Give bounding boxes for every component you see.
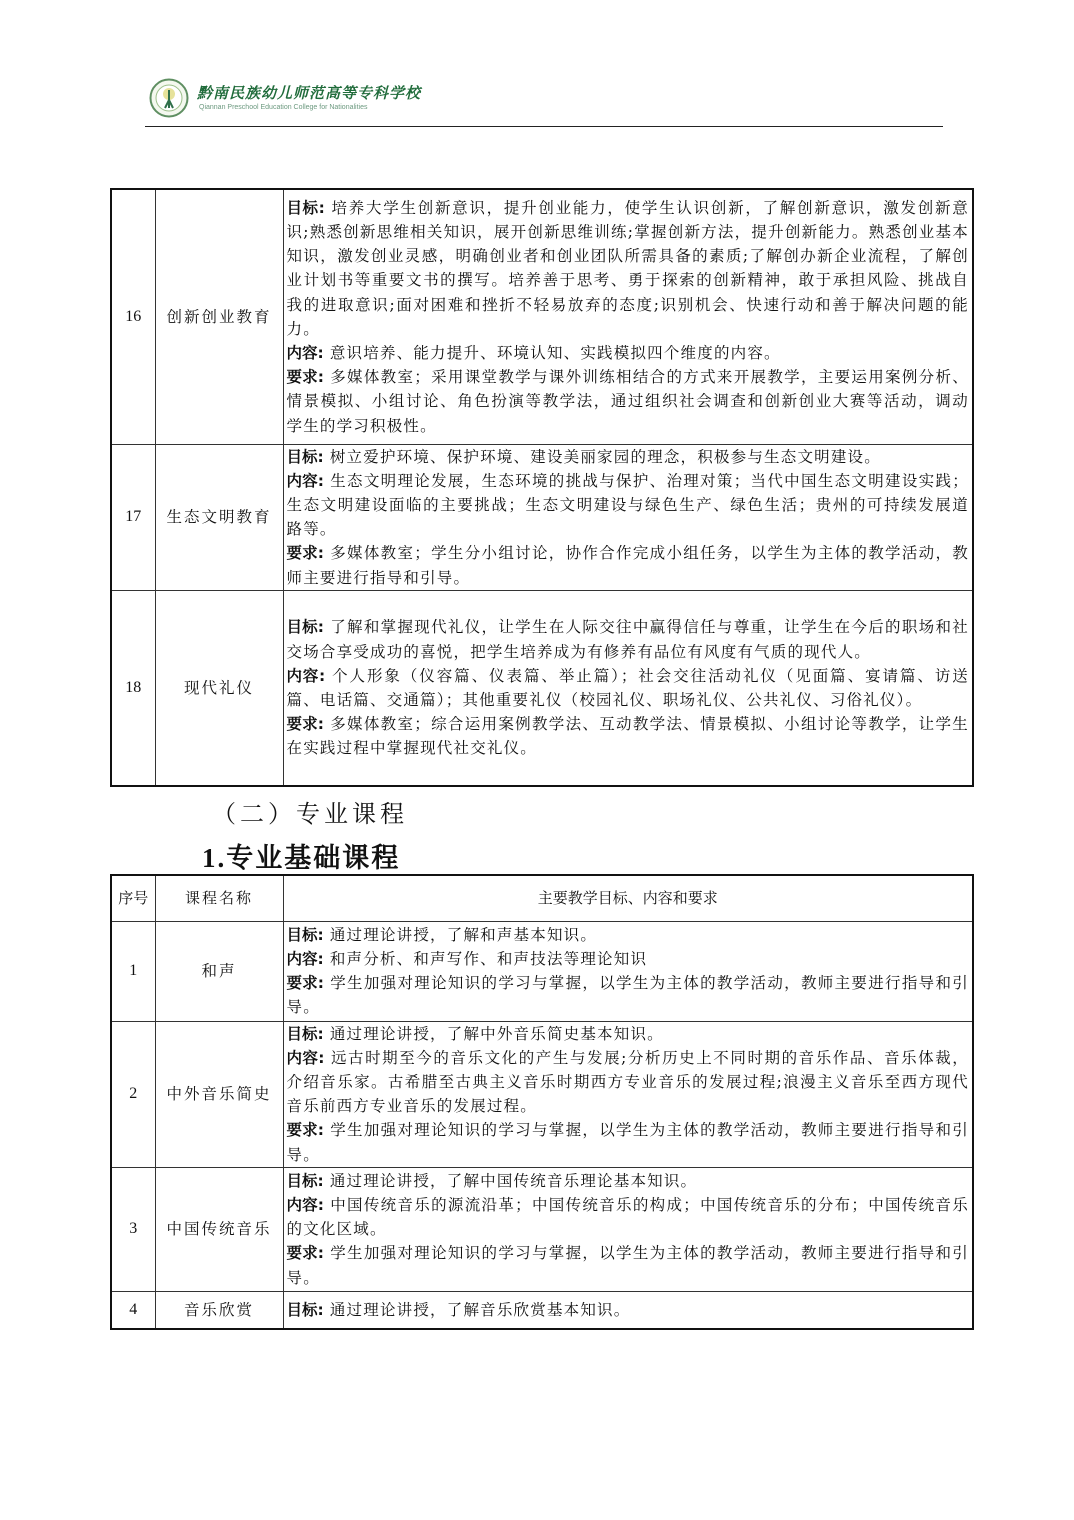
course-goal: 了解和掌握现代礼仪，让学生在人际交往中赢得信任与尊重，让学生在今后的职场和社交场合享受成功的喜悦，把学生培养成为有修养有品位有风度有气质的现代人。 (286, 618, 969, 661)
table-row (111, 444, 973, 590)
course-content: 个人形象（仪容篇、仪表篇、举止篇）；社会交往活动礼仪（见面篇、宴请篇、访送篇、电话篇、交通篇）；其他重要礼仪（校园礼仪、职场礼仪、公共礼仪、习俗礼仪）。 (286, 666, 969, 709)
content-label: 内容: (286, 666, 326, 685)
course-name: 现代礼仪 (155, 590, 283, 786)
course-number: 4 (111, 1291, 155, 1329)
goal-label: 目标: (286, 1300, 324, 1319)
content-label: 内容: (286, 343, 324, 362)
course-number: 1 (111, 921, 155, 1021)
subsection-heading (202, 836, 400, 875)
requirement-label: 要求: (286, 715, 324, 734)
course-description (283, 189, 973, 444)
page-header (145, 76, 945, 128)
content-label: 内容: (286, 471, 324, 490)
table-header-row (111, 875, 973, 921)
course-content: 中国传统音乐的源流沿革；中国传统音乐的构成；中国传统音乐的分布；中国传统音乐的文化区域。 (286, 1195, 969, 1239)
course-number: 18 (111, 590, 155, 786)
goal-label: 目标: (286, 447, 324, 466)
course-name: 生态文明教育 (155, 444, 283, 590)
goal-label: 目标: (286, 618, 324, 637)
content-label: 内容: (286, 1195, 324, 1214)
course-requirement: 多媒体教室；采用课堂教学与课外训练相结合的方式来开展教学，主要运用案例分析、情景模拟、小组讨论、角色扮演等教学法，通过组织社会调查和创新创业大赛等活动，调动学生的学习积极性。 (286, 368, 969, 435)
course-requirement: 学生加强对理论知识的学习与掌握，以学生为主体的教学活动，教师主要进行指导和引导。 (286, 974, 969, 1017)
course-requirement: 学生加强对理论知识的学习与掌握，以学生为主体的教学活动，教师主要进行指导和引导。 (286, 1244, 969, 1287)
course-name: 创新创业教育 (155, 189, 283, 444)
table-row (111, 921, 973, 1021)
subsection-title: 专业基础课程 (226, 843, 401, 874)
school-name-cn: 黔南民族幼儿师范高等专科学校 (197, 84, 422, 102)
course-goal: 通过理论讲授，了解中国传统音乐理论基本知识。 (329, 1171, 698, 1190)
course-requirement: 学生加强对理论知识的学习与掌握，以学生为主体的教学活动，教师主要进行指导和引导。 (286, 1121, 969, 1164)
course-goal: 通过理论讲授，了解音乐欣赏基本知识。 (329, 1300, 631, 1319)
column-header-description: 主要教学目标、内容和要求 (283, 875, 973, 921)
course-description (283, 1021, 973, 1167)
course-name: 中国传统音乐 (155, 1167, 283, 1291)
goal-label: 目标: (286, 1171, 324, 1190)
course-description (283, 444, 973, 590)
course-goal: 树立爱护环境、保护环境、建设美丽家园的理念，积极参与生态文明建设。 (329, 447, 881, 466)
course-goal: 培养大学生创新意识，提升创业能力，使学生认识创新，了解创新意识，激发创新意识;熟悉创新思维相关知识，展开创新思维训练;掌握创新方法，提升创新能力。熟悉创业基本知识，激发创业灵感，明确创业者和创业团队所需具备的素质;了解创办新企业流程，了解创业计划书等重要文书的撰写。培养善于思考、勇于探索的创新精神，敢于承担风险、挑战自我的进取意识;面对困难和挫折不轻易放弃的态度;识别机会、快速行动和善于解决问题的能力。 (286, 198, 969, 338)
content-label: 内容: (286, 1048, 325, 1067)
column-header-number: 序号 (111, 875, 155, 921)
table-row (111, 1167, 973, 1291)
course-name: 和声 (155, 921, 283, 1021)
course-number: 3 (111, 1167, 155, 1291)
professional-foundation-courses-table (110, 874, 974, 1330)
course-description (283, 1167, 973, 1291)
course-content: 和声分析、和声写作、和声技法等理论知识 (329, 949, 648, 968)
course-name: 中外音乐简史 (155, 1021, 283, 1167)
requirement-label: 要求: (286, 544, 324, 563)
course-number: 2 (111, 1021, 155, 1167)
course-goal: 通过理论讲授，了解中外音乐简史基本知识。 (329, 1024, 664, 1043)
table-row (111, 1291, 973, 1329)
goal-label: 目标: (286, 925, 324, 944)
course-requirement: 多媒体教室；综合运用案例教学法、互动教学法、情景模拟、小组讨论等教学，让学生在实践过程中掌握现代社交礼仪。 (286, 715, 969, 758)
column-header-course-name: 课程名称 (155, 875, 283, 921)
header-divider (145, 126, 943, 127)
requirement-label: 要求: (286, 1244, 324, 1263)
course-name: 音乐欣赏 (155, 1291, 283, 1329)
course-description (283, 1291, 973, 1329)
course-content: 生态文明理论发展，生态环境的挑战与保护、治理对策；当代中国生态文明建设实践；生态文明建设面临的主要挑战；生态文明建设与绿色生产、绿色生活；贵州的可持续发展道路等。 (286, 471, 969, 539)
content-label: 内容: (286, 949, 324, 968)
course-requirement: 多媒体教室；学生分小组讨论，协作合作完成小组任务，以学生为主体的教学活动，教师主要进行指导和引导。 (286, 544, 969, 587)
course-description (283, 590, 973, 786)
course-content: 意识培养、能力提升、环境认知、实践模拟四个维度的内容。 (329, 343, 781, 362)
table-row (111, 590, 973, 786)
course-number: 16 (111, 189, 155, 444)
school-emblem-icon (149, 78, 189, 118)
school-name-en: Qiannan Preschool Education College for Nationalities (199, 104, 368, 111)
table-row (111, 1021, 973, 1167)
table-row (111, 189, 973, 444)
requirement-label: 要求: (286, 974, 324, 992)
course-content: 远古时期至今的音乐文化的产生与发展;分析历史上不同时期的音乐作品、音乐体裁，介绍音乐家。古希腊至古典主义音乐时期西方专业音乐的发展过程;浪漫主义音乐至西方现代音乐前西方专业音乐的发展过程。 (286, 1048, 969, 1116)
requirement-label: 要求: (286, 368, 324, 387)
subsection-number: 1. (202, 843, 227, 873)
requirement-label: 要求: (286, 1121, 324, 1140)
public-courses-table (110, 188, 974, 787)
section-heading: （二）专业课程 (212, 800, 408, 828)
course-number: 17 (111, 444, 155, 590)
goal-label: 目标: (286, 198, 325, 217)
goal-label: 目标: (286, 1024, 324, 1043)
course-description (283, 921, 973, 1021)
course-goal: 通过理论讲授，了解和声基本知识。 (329, 925, 598, 944)
